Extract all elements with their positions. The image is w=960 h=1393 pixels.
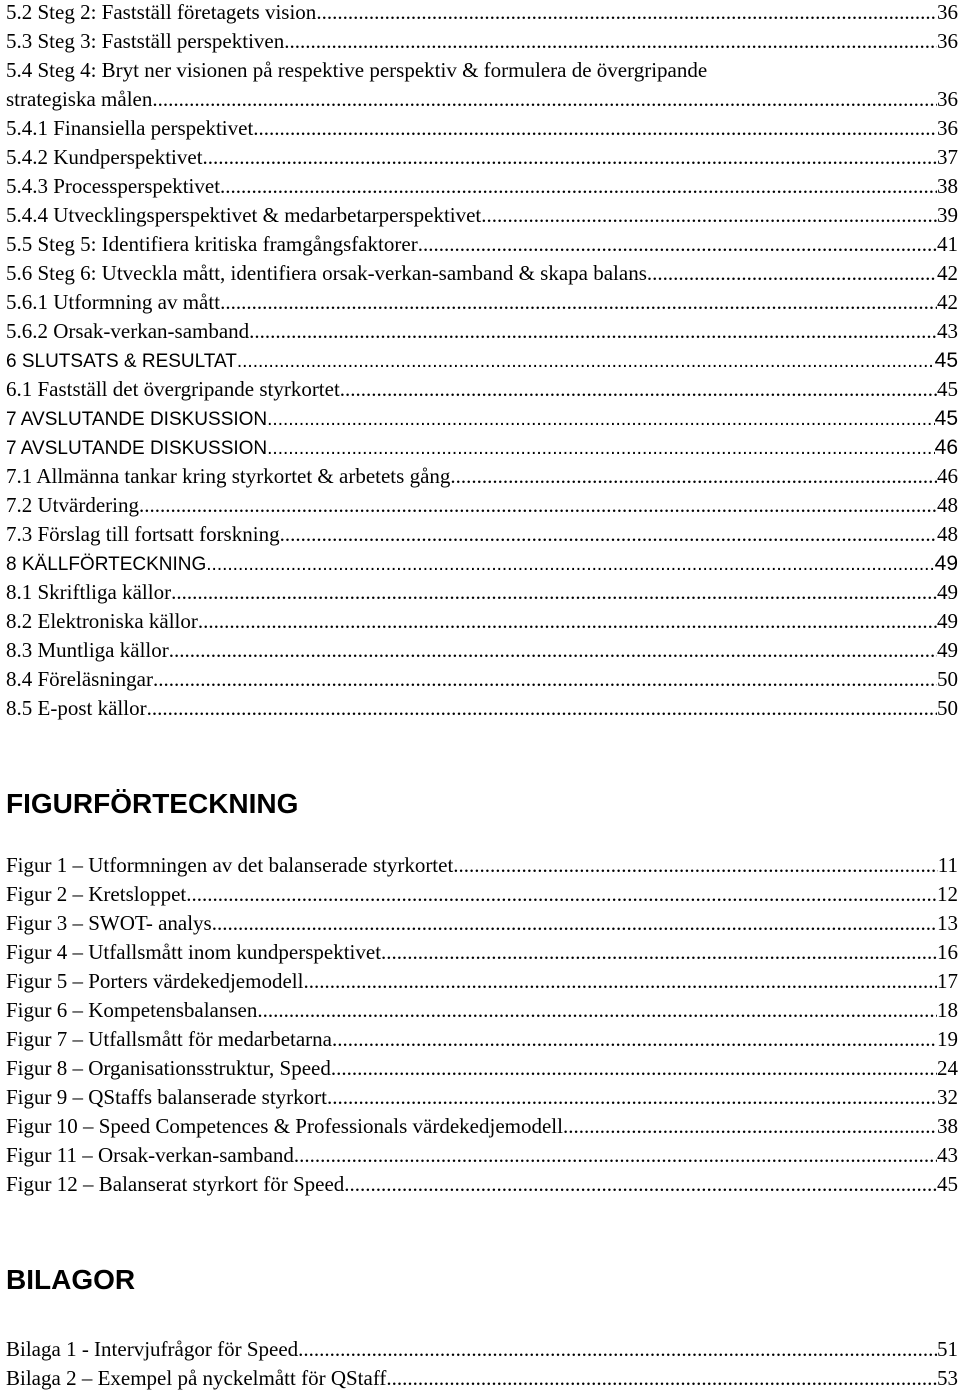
toc-entry[interactable] [0,967,960,996]
toc-entry[interactable] [0,607,960,636]
entry-title: Bilaga 2 – Exempel på nyckelmått för QStaff [6,1366,387,1390]
dot-leader [198,607,937,636]
toc-entry[interactable] [0,665,960,694]
dot-leader [206,550,934,578]
dot-leader [381,938,937,967]
toc-entry[interactable] [0,433,960,462]
dot-leader [220,288,937,317]
dot-leader [331,1054,937,1083]
dot-leader [152,85,937,114]
toc-entry[interactable] [0,1054,960,1083]
toc-entry[interactable] [0,880,960,909]
entry-page-number: 39 [937,203,958,227]
toc-entry[interactable] [0,201,960,230]
toc-entry[interactable] [0,1141,960,1170]
dot-leader [332,1025,937,1054]
entry-page-number: 50 [937,696,958,720]
entry-title: Figur 7 – Utfallsmått för medarbetarna [6,1027,332,1051]
toc-entry[interactable] [0,288,960,317]
entry-title: 8.2 Elektroniska källor [6,609,198,633]
dot-leader [316,0,937,27]
entry-title: 5.6 Steg 6: Utveckla mått, identifiera orsak-verkan-samband & skapa balans [6,261,647,285]
dot-leader [303,967,937,996]
dot-leader [220,172,937,201]
entry-page-number: 53 [937,1366,958,1390]
entry-title: 8 KÄLLFÖRTECKNING [6,554,207,575]
entry-title: 5.5 Steg 5: Identifiera kritiska framgångsfaktorer [6,232,418,256]
entry-title: 5.2 Steg 2: Fastställ företagets vision [6,0,317,24]
entry-title: 5.4.3 Processperspektivet [6,174,221,198]
toc-entry[interactable] [0,1170,960,1199]
entry-page-number: 45 [937,377,958,401]
entry-title: Bilaga 1 - Intervjufrågor för Speed [6,1337,299,1361]
entry-title: 5.4.2 Kundperspektivet [6,145,203,169]
entry-page-number: 48 [937,522,958,546]
entry-title: 7.3 Förslag till fortsatt forskning [6,522,280,546]
entry-page-number: 46 [937,464,958,488]
dot-leader [298,1335,937,1364]
toc-entry[interactable] [0,317,960,346]
appendix-heading: BILAGOR [6,1264,136,1295]
entry-page-number: 48 [937,493,958,517]
toc-entry[interactable] [0,909,960,938]
entry-page-number: 49 [937,638,958,662]
dot-leader [481,201,937,230]
toc-entry[interactable] [0,230,960,259]
entry-page-number: 49 [937,580,958,604]
toc-entry[interactable] [0,851,960,880]
dot-leader [237,347,935,375]
entry-page-number: 32 [937,1085,958,1109]
entry-page-number: 36 [937,0,958,24]
entry-title: 8.1 Skriftliga källor [6,580,172,604]
entry-page-number: 36 [937,87,958,111]
dot-leader [294,1141,937,1170]
entry-page-number: 24 [937,1056,958,1080]
toc-entry[interactable] [0,0,960,27]
toc-entry[interactable] [0,1083,960,1112]
entry-page-number: 11 [937,853,958,877]
dot-leader [453,851,937,880]
dot-leader [340,375,937,404]
entry-page-number: 45 [934,349,958,372]
toc-entry[interactable] [0,346,960,375]
entry-title: Figur 12 – Balanserat styrkort för Speed [6,1172,345,1196]
toc-entry[interactable] [0,1364,960,1393]
toc-entry[interactable] [0,85,960,114]
toc-entry[interactable] [0,1335,960,1364]
dot-leader [171,578,937,607]
list-of-figures [0,851,960,1199]
dot-leader [267,405,934,433]
entry-page-number: 45 [934,407,958,430]
entry-page-number: 51 [937,1337,958,1361]
entry-title: 5.4 Steg 4: Bryt ner visionen på respektive perspektiv & formulera de övergripande [6,58,708,82]
toc-entry[interactable] [0,404,960,433]
toc-entry[interactable] [0,114,960,143]
dot-leader [647,259,937,288]
dot-leader [344,1170,937,1199]
toc-entry[interactable] [0,143,960,172]
entry-title: 5.4.1 Finansiella perspektivet [6,116,254,140]
toc-entry[interactable] [0,56,960,85]
dot-leader [257,996,937,1025]
entry-page-number: 12 [937,882,958,906]
entry-title: Figur 2 – Kretsloppet [6,882,187,906]
dot-leader [386,1364,937,1393]
entry-title: 7.1 Allmänna tankar kring styrkortet & arbetets gång [6,464,451,488]
toc-entry[interactable] [0,491,960,520]
entry-title: 6.1 Fastställ det övergripande styrkortet [6,377,340,401]
dot-leader [253,114,937,143]
toc-entry[interactable] [0,578,960,607]
dot-leader [147,694,937,723]
entry-title: 5.4.4 Utvecklingsperspektivet & medarbetarperspektivet [6,203,482,227]
toc-entry[interactable] [0,375,960,404]
toc-entry[interactable] [0,694,960,723]
entry-page-number: 43 [937,1143,958,1167]
entry-title: 7.2 Utvärdering [6,493,139,517]
entry-page-number: 46 [934,436,958,459]
toc-entry[interactable] [0,520,960,549]
entry-title: 6 SLUTSATS & RESULTAT [6,351,237,372]
dot-leader [284,27,937,56]
entry-title: 5.6.1 Utformning av mått [6,290,221,314]
list-of-appendices [0,1335,960,1393]
entry-title: 5.6.2 Orsak-verkan-samband [6,319,250,343]
entry-page-number: 45 [937,1172,958,1196]
toc-entry[interactable] [0,27,960,56]
dot-leader [563,1112,937,1141]
toc-entry[interactable] [0,636,960,665]
entry-title: Figur 6 – Kompetensbalansen [6,998,258,1022]
dot-leader [249,317,937,346]
entry-title: Figur 4 – Utfallsmått inom kundperspektivet [6,940,382,964]
dot-leader [203,143,937,172]
entry-page-number: 50 [937,667,958,691]
entry-title: Figur 5 – Porters värdekedjemodell [6,969,304,993]
entry-page-number: 43 [937,319,958,343]
entry-title: 8.5 E-post källor [6,696,147,720]
entry-page-number: 17 [937,969,958,993]
toc-entry[interactable] [0,549,960,578]
dot-leader [139,491,937,520]
entry-page-number: 38 [937,1114,958,1138]
entry-page-number: 42 [937,261,958,285]
entry-title: 8.3 Muntliga källor [6,638,169,662]
entry-page-number: 42 [937,290,958,314]
toc-entry[interactable] [0,259,960,288]
toc-entry[interactable] [0,462,960,491]
dot-leader [153,665,937,694]
entry-page-number: 19 [937,1027,958,1051]
entry-title: 7 AVSLUTANDE DISKUSSION [6,438,268,459]
entry-page-number: 41 [937,232,958,256]
entry-page-number: 49 [934,552,958,575]
toc-entry[interactable] [0,938,960,967]
entry-page-number: 36 [937,116,958,140]
entry-page-number: 36 [937,29,958,53]
dot-leader [267,434,934,462]
entry-title: Figur 11 – Orsak-verkan-samband [6,1143,294,1167]
dot-leader [169,636,937,665]
entry-title: strategiska målen [6,87,153,111]
figures-heading: FIGURFÖRTECKNING [6,788,299,819]
entry-title: 7 AVSLUTANDE DISKUSSION [6,409,268,430]
entry-title: 5.3 Steg 3: Fastställ perspektiven [6,29,285,53]
toc-entry[interactable] [0,996,960,1025]
entry-title: Figur 1 – Utformningen av det balanserade styrkortet [6,853,454,877]
entry-title: Figur 8 – Organisationsstruktur, Speed [6,1056,331,1080]
entry-page-number: 13 [937,911,958,935]
entry-page-number: 18 [937,998,958,1022]
dot-leader [212,909,937,938]
toc-entry[interactable] [0,172,960,201]
entry-title: 8.4 Föreläsningar [6,667,153,691]
entry-page-number: 49 [937,609,958,633]
toc-entry[interactable] [0,1025,960,1054]
entry-title: Figur 9 – QStaffs balanserade styrkort [6,1085,327,1109]
toc-entry[interactable] [0,1112,960,1141]
dot-leader [327,1083,937,1112]
entry-page-number: 16 [937,940,958,964]
dot-leader [418,230,937,259]
entry-page-number: 37 [937,145,958,169]
entry-title: Figur 10 – Speed Competences & Professionals värdekedjemodell [6,1114,563,1138]
dot-leader [450,462,937,491]
entry-page-number: 38 [937,174,958,198]
dot-leader [280,520,937,549]
entry-title: Figur 3 – SWOT- analys [6,911,212,935]
dot-leader [186,880,937,909]
